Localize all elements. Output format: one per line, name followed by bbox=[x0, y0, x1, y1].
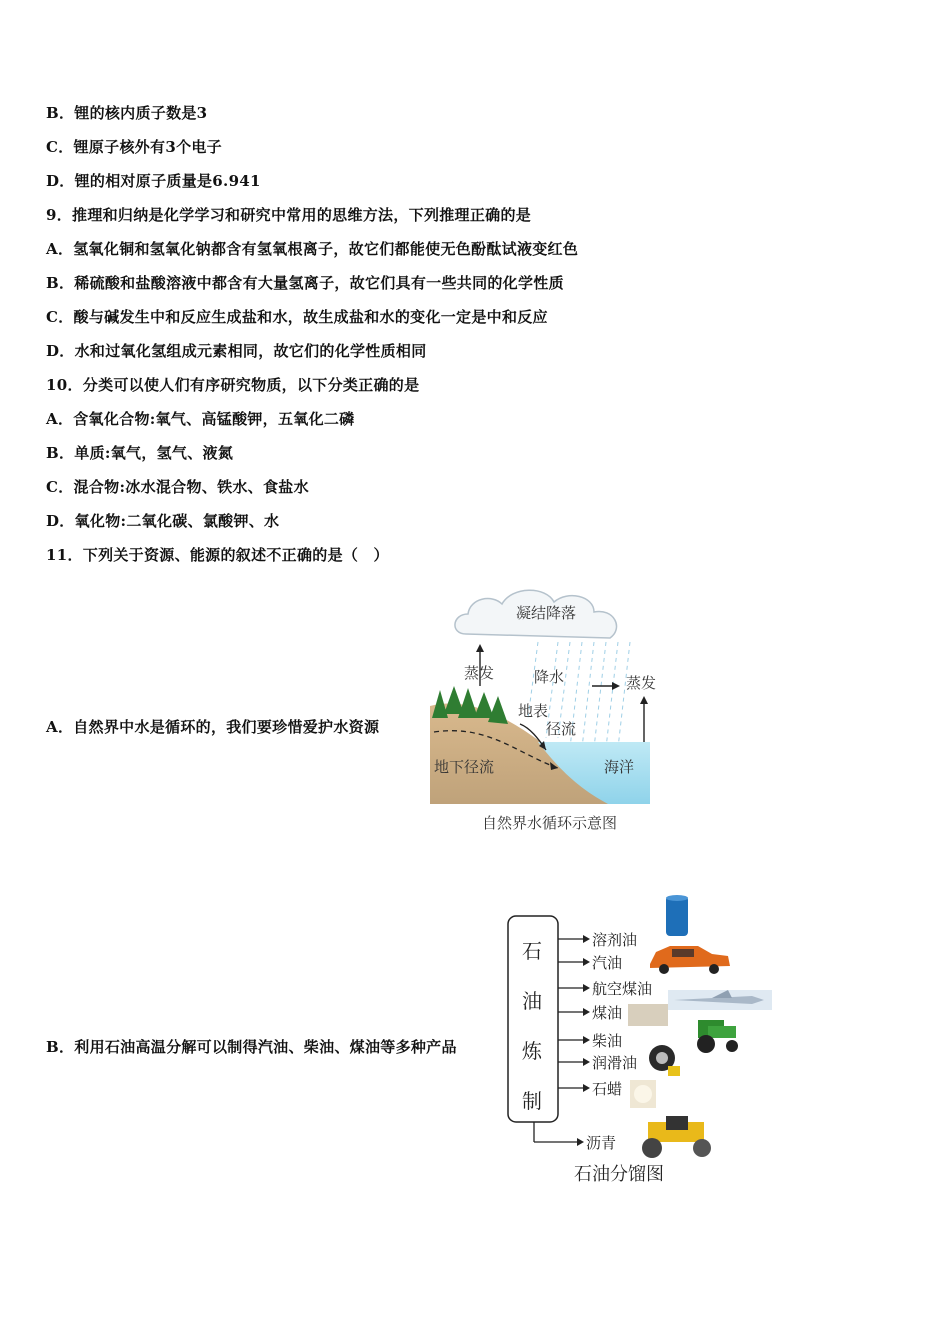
question-11-stem: 11．下列关于资源、能源的叙述不正确的是（ ） bbox=[46, 546, 389, 564]
question-9-option-d: D．水和过氧化氢组成元素相同，故它们的化学性质相同 bbox=[46, 342, 427, 360]
rain-lines bbox=[528, 642, 630, 748]
tractor-image bbox=[697, 1020, 738, 1053]
rain-label: 降水 bbox=[534, 668, 565, 686]
question-9-option-a: A．氢氧化铜和氢氧化钠都含有氢氧根离子，故它们都能使无色酚酞试液变红色 bbox=[46, 240, 579, 258]
question-9-stem: 9．推理和归纳是化学学习和研究中常用的思维方法，下列推理正确的是 bbox=[46, 206, 532, 224]
road-roller-image bbox=[642, 1116, 711, 1158]
product-jet-fuel: 航空煤油 bbox=[592, 980, 653, 998]
barrel-image bbox=[666, 895, 688, 936]
question-10-option-a: A．含氧化合物:氧气、高锰酸钾，五氧化二磷 bbox=[46, 410, 355, 428]
product-solvent-oil: 溶剂油 bbox=[592, 931, 638, 949]
petroleum-caption: 石油分馏图 bbox=[574, 1164, 664, 1185]
question-11-option-a: A．自然界中水是循环的，我们要珍惜爱护水资源 bbox=[46, 718, 380, 736]
question-line-b-proton: B．锂的核内质子数是3 bbox=[46, 104, 208, 122]
question-10-option-b: B．单质:氧气，氢气、液氮 bbox=[46, 444, 234, 462]
box-char-3: 炼 bbox=[522, 1039, 542, 1063]
product-diesel: 柴油 bbox=[592, 1032, 623, 1050]
product-paraffin: 石蜡 bbox=[592, 1080, 623, 1098]
product-gasoline: 汽油 bbox=[592, 954, 623, 972]
airplane-image bbox=[668, 990, 772, 1010]
water-cycle-figure bbox=[428, 578, 668, 840]
ocean-label: 海洋 bbox=[604, 758, 635, 776]
question-10-stem: 10．分类可以使人们有序研究物质，以下分类正确的是 bbox=[46, 376, 420, 394]
question-9-option-b: B．稀硫酸和盐酸溶液中都含有大量氢离子，故它们具有一些共同的化学性质 bbox=[46, 274, 564, 292]
box-char-4: 制 bbox=[522, 1089, 542, 1113]
evap-right-label: 蒸发 bbox=[626, 674, 657, 692]
wax-image bbox=[630, 1080, 656, 1108]
surface-label-1: 地表 bbox=[518, 702, 549, 720]
kerosene-image bbox=[628, 1004, 668, 1026]
box-char-2: 油 bbox=[522, 989, 542, 1013]
product-lubricant: 润滑油 bbox=[592, 1054, 638, 1072]
question-9-option-c: C．酸与碱发生中和反应生成盐和水，故生成盐和水的变化一定是中和反应 bbox=[46, 308, 548, 326]
product-asphalt: 沥青 bbox=[586, 1134, 617, 1152]
surface-label-2: 径流 bbox=[546, 720, 577, 738]
tire-image bbox=[649, 1045, 680, 1076]
underground-label: 地下径流 bbox=[434, 758, 495, 776]
water-cycle-caption: 自然界水循环示意图 bbox=[482, 814, 618, 832]
box-char-1: 石 bbox=[522, 939, 542, 963]
cloud-label: 凝结降落 bbox=[516, 604, 577, 622]
question-10-option-c: C．混合物:冰水混合物、铁水、食盐水 bbox=[46, 478, 309, 496]
question-line-c-electron: C．锂原子核外有3个电子 bbox=[46, 138, 222, 156]
product-kerosene: 煤油 bbox=[592, 1004, 623, 1022]
question-line-d-mass: D．锂的相对原子质量是6.941 bbox=[46, 172, 261, 190]
question-10-option-d: D．氧化物:二氧化碳、氯酸钾、水 bbox=[46, 512, 280, 530]
petroleum-figure bbox=[502, 894, 782, 1190]
evap-left-label: 蒸发 bbox=[464, 664, 495, 682]
question-11-option-b: B．利用石油高温分解可以制得汽油、柴油、煤油等多种产品 bbox=[46, 1038, 457, 1056]
car-image bbox=[650, 946, 730, 974]
